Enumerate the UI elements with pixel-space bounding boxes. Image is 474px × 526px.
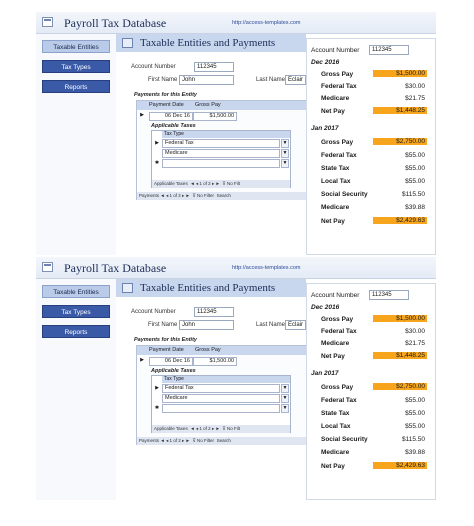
report-label: Local Tax: [321, 423, 351, 430]
payments-header: [137, 101, 310, 110]
report-label: Social Security: [321, 191, 368, 198]
report-label: Medicare: [321, 340, 350, 347]
last-name-field[interactable]: Eclair: [285, 320, 306, 330]
form-icon: [122, 283, 133, 293]
report-label: State Tax: [321, 165, 350, 172]
applicable-taxes-subform: [151, 130, 291, 188]
report-value: $115.50: [401, 436, 425, 443]
report-value: $39.88: [405, 204, 425, 211]
payments-subform: [136, 345, 311, 445]
report-value: $21.75: [405, 340, 425, 347]
payments-header: [137, 346, 310, 355]
payment-date-cell[interactable]: 06 Dec 16: [149, 357, 193, 366]
database-icon: [42, 17, 53, 27]
tax-row[interactable]: Medicare: [162, 394, 280, 403]
report-label: Net Pay: [321, 218, 345, 225]
pay-nav-name: Payments: [139, 438, 160, 443]
report-account-number: 112345: [369, 45, 409, 55]
report-value: $55.00: [405, 178, 425, 185]
app-url[interactable]: http://access-templates.com: [232, 20, 301, 26]
tax-row[interactable]: Federal Tax: [162, 384, 280, 393]
form-header: [116, 34, 306, 52]
report-account-label: Account Number: [311, 47, 360, 54]
sidebar-item-tax-types[interactable]: Tax Types: [42, 60, 110, 73]
report-label: Net Pay: [321, 463, 345, 470]
report-value: $30.00: [405, 83, 425, 90]
payment-date-header: Payment Date: [149, 102, 184, 108]
sidebar: [36, 34, 116, 255]
pay-nav-name: Payments: [139, 193, 160, 198]
tax-row-new[interactable]: [162, 159, 280, 168]
sidebar-item-tax-types[interactable]: Tax Types: [42, 305, 110, 318]
pay-nav-search[interactable]: Search: [216, 193, 231, 198]
applicable-taxes-label: Applicable Taxes: [151, 123, 196, 129]
last-name-field[interactable]: Eclair: [285, 75, 306, 85]
report-value: $55.00: [405, 423, 425, 430]
gross-pay-cell[interactable]: $1,500.00: [193, 112, 237, 121]
report-value: $55.00: [405, 165, 425, 172]
report-value: $2,429.63: [373, 462, 427, 469]
form-title: Taxable Entities and Payments: [140, 282, 276, 294]
report-label: Medicare: [321, 449, 350, 456]
report-label: Net Pay: [321, 353, 345, 360]
report-value: $1,448.25: [373, 352, 427, 359]
app-title: Payroll Tax Database: [64, 261, 167, 275]
report-month: Dec 2016: [311, 59, 340, 66]
gross-pay-header: Gross Pay: [195, 102, 221, 108]
tax-row[interactable]: Federal Tax: [162, 139, 280, 148]
pay-nav-record: 1 of 2: [169, 438, 181, 443]
tax-type-header: Tax Type: [162, 376, 290, 383]
report-month: Jan 2017: [311, 125, 339, 132]
sidebar-item-reports[interactable]: Reports: [42, 80, 110, 93]
tax-nav-record: 1 of 2: [199, 181, 211, 186]
tax-row[interactable]: Medicare: [162, 149, 280, 158]
report-month: Dec 2016: [311, 304, 340, 311]
report-value: $2,429.63: [373, 217, 427, 224]
report-label: State Tax: [321, 410, 350, 417]
form-icon: [122, 38, 133, 48]
report-label: Net Pay: [321, 108, 345, 115]
first-name-label: First Name: [148, 77, 178, 83]
form-title: Taxable Entities and Payments: [140, 37, 276, 49]
dropdown-arrow-icon[interactable]: ▼: [282, 395, 288, 401]
tax-type-header: Tax Type: [162, 131, 290, 138]
database-icon: [42, 262, 53, 272]
sidebar: [36, 279, 116, 500]
app-title: Payroll Tax Database: [64, 16, 167, 30]
report-label: Federal Tax: [321, 152, 357, 159]
payroll-report: [306, 38, 436, 255]
report-label: Federal Tax: [321, 328, 357, 335]
pay-nav-search[interactable]: Search: [216, 438, 231, 443]
report-label: Medicare: [321, 95, 350, 102]
pay-nav-filter: No Filter: [197, 193, 215, 198]
first-name-field[interactable]: John: [179, 320, 234, 330]
record-selector-icon[interactable]: ▶: [140, 112, 144, 118]
app-url[interactable]: http://access-templates.com: [232, 265, 301, 271]
tax-row-new[interactable]: [162, 404, 280, 413]
report-value: $55.00: [405, 152, 425, 159]
report-value: $2,750.00: [373, 383, 427, 390]
payment-date-cell[interactable]: 06 Dec 16: [149, 112, 193, 121]
report-value: $1,500.00: [373, 70, 427, 77]
tax-nav-name: Applicable Taxes: [154, 181, 188, 186]
form-header: [116, 279, 306, 297]
account-number-field[interactable]: 112345: [194, 62, 234, 72]
dropdown-arrow-icon[interactable]: ▼: [282, 140, 288, 146]
tax-nav-filter: No Filt: [226, 181, 240, 186]
filter-icon[interactable]: ⊽: [192, 438, 196, 443]
account-number-label: Account Number: [131, 64, 176, 70]
tax-nav-record: 1 of 2: [199, 426, 211, 431]
report-account-label: Account Number: [311, 292, 360, 299]
report-label: Gross Pay: [321, 384, 354, 391]
payroll-window-2: [36, 257, 436, 500]
filter-icon[interactable]: ⊽: [192, 193, 196, 198]
last-name-label: Last Name: [256, 322, 286, 328]
payroll-report: [306, 283, 436, 500]
report-label: Local Tax: [321, 178, 351, 185]
report-account-number: 112345: [369, 290, 409, 300]
pay-nav-record: 1 of 2: [169, 193, 181, 198]
dropdown-arrow-icon[interactable]: ▼: [282, 150, 288, 156]
gross-pay-cell[interactable]: $1,500.00: [193, 357, 237, 366]
report-label: Gross Pay: [321, 139, 354, 146]
account-number-field[interactable]: 112345: [194, 307, 234, 317]
filter-icon[interactable]: ⊽: [222, 181, 226, 186]
title-bar: [36, 12, 436, 34]
dropdown-arrow-icon[interactable]: ▼: [282, 160, 288, 166]
applicable-taxes-subform: [151, 375, 291, 433]
report-value: $55.00: [405, 397, 425, 404]
new-record-icon[interactable]: ✱: [154, 405, 160, 411]
record-selector-icon[interactable]: ▶: [155, 140, 159, 146]
payments-section-label: Payments for this Entity: [134, 337, 197, 343]
report-value: $1,500.00: [373, 315, 427, 322]
dropdown-arrow-icon[interactable]: ▼: [282, 385, 288, 391]
dropdown-arrow-icon[interactable]: ▼: [282, 405, 288, 411]
last-name-label: Last Name: [256, 77, 286, 83]
payments-record-navigation[interactable]: Payments ◄ ◂ 1 of 2 ▸ ► ⊽ No Filter Search: [137, 437, 310, 445]
new-record-icon[interactable]: ✱: [154, 160, 160, 166]
payment-date-header: Payment Date: [149, 347, 184, 353]
report-value: $30.00: [405, 328, 425, 335]
first-name-field[interactable]: John: [179, 75, 234, 85]
pay-nav-filter: No Filter: [197, 438, 215, 443]
report-label: Federal Tax: [321, 397, 357, 404]
tax-nav-name: Applicable Taxes: [154, 426, 188, 431]
report-label: Medicare: [321, 204, 350, 211]
report-label: Federal Tax: [321, 83, 357, 90]
account-number-label: Account Number: [131, 309, 176, 315]
record-selector-icon[interactable]: ▶: [155, 385, 159, 391]
report-value: $21.75: [405, 95, 425, 102]
sidebar-item-taxable-entities[interactable]: Taxable Entities: [42, 285, 110, 298]
title-bar: [36, 257, 436, 279]
report-label: Social Security: [321, 436, 368, 443]
filter-icon[interactable]: ⊽: [222, 426, 226, 431]
sidebar-item-taxable-entities[interactable]: Taxable Entities: [42, 40, 110, 53]
report-value: $115.50: [401, 191, 425, 198]
report-value: $39.88: [405, 449, 425, 456]
report-value: $55.00: [405, 410, 425, 417]
payments-section-label: Payments for this Entity: [134, 92, 197, 98]
report-label: Gross Pay: [321, 71, 354, 78]
tax-record-navigation[interactable]: Applicable Taxes ◄ ◂ 1 of 2 ▸ ► ⊽ No Filt: [152, 180, 290, 188]
report-label: Gross Pay: [321, 316, 354, 323]
tax-nav-filter: No Filt: [226, 426, 240, 431]
report-value: $2,750.00: [373, 138, 427, 145]
first-name-label: First Name: [148, 322, 178, 328]
sidebar-item-reports[interactable]: Reports: [42, 325, 110, 338]
report-month: Jan 2017: [311, 370, 339, 377]
payments-subform: [136, 100, 311, 200]
gross-pay-header: Gross Pay: [195, 347, 221, 353]
report-value: $1,448.25: [373, 107, 427, 114]
payroll-window-1: [36, 12, 436, 255]
record-selector-icon[interactable]: ▶: [140, 357, 144, 363]
applicable-taxes-label: Applicable Taxes: [151, 368, 196, 374]
payments-record-navigation[interactable]: Payments ◄ ◂ 1 of 2 ▸ ► ⊽ No Filter Search: [137, 192, 310, 200]
tax-record-navigation[interactable]: Applicable Taxes ◄ ◂ 1 of 2 ▸ ► ⊽ No Filt: [152, 425, 290, 433]
